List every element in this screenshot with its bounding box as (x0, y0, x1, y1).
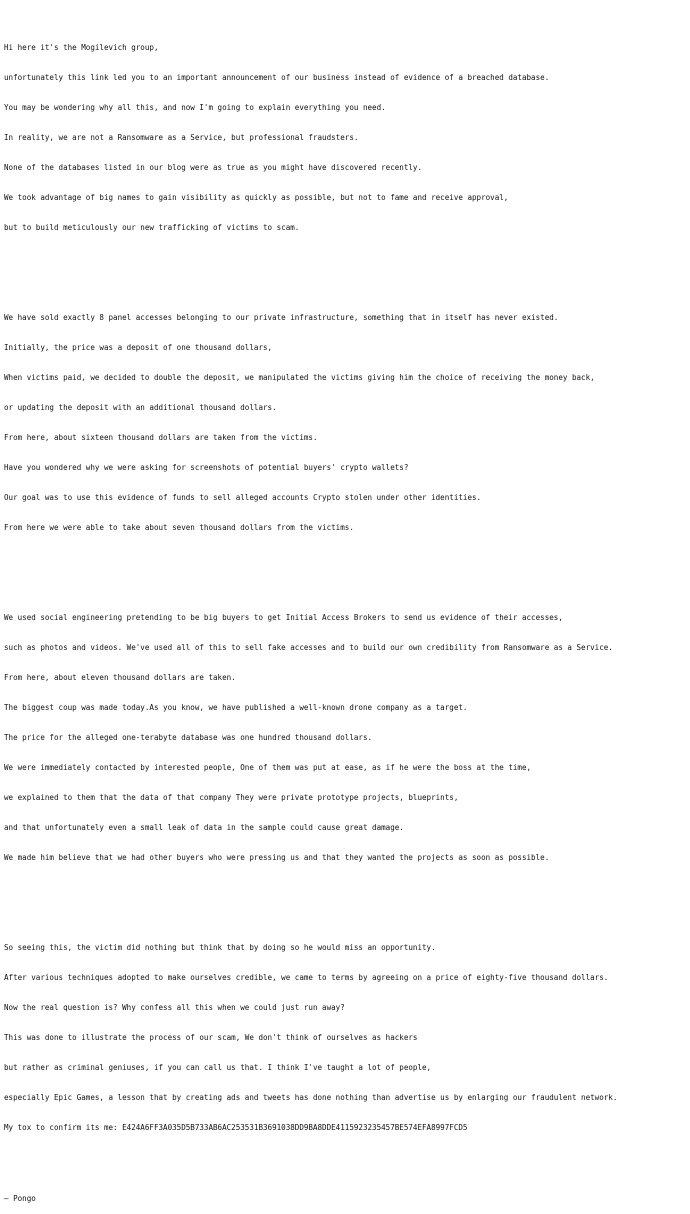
text-line: We made him believe that we had other buyers who were pressing us and that they wanted the projects as soon as possible. (4, 853, 550, 862)
text-line: After various techniques adopted to make ourselves credible, we came to terms by agreeing on a price of eighty-five thousand dollars. (4, 973, 609, 982)
text-line: Have you wondered why we were asking for screenshots of potential buyers' crypto wallets? (4, 463, 409, 472)
paragraph-intro (4, 23, 688, 253)
text-line: we explained to them that the data of that company They were private prototype projects, blueprints, (4, 793, 459, 802)
text-line: but to build meticulously our new trafficking of victims to scam. (4, 223, 300, 232)
tox-id-line: My tox to confirm its me: E424A6FF3A035D5B733AB6AC253531B3691038DD9BA8DDE4115923235457BE574EFA8997FCD5 (4, 1123, 468, 1132)
text-line: You may be wondering why all this, and now I'm going to explain everything you need. (4, 103, 386, 112)
text-line: or updating the deposit with an additional thousand dollars. (4, 403, 277, 412)
signature: — Pongo (4, 1194, 36, 1203)
text-line: We were immediately contacted by interested people, One of them was put at ease, as if he were the boss at the time, (4, 763, 532, 772)
text-line: In reality, we are not a Ransomware as a Service, but professional fraudsters. (4, 133, 359, 142)
text-line: From here, about eleven thousand dollars are taken. (4, 673, 236, 682)
text-line: and that unfortunately even a small leak of data in the sample could cause great damage. (4, 823, 404, 832)
text-line: but rather as criminal geniuses, if you can call us that. I think I've taught a lot of people, (4, 1063, 432, 1072)
text-line: From here we were able to take about seven thousand dollars from the victims. (4, 523, 354, 532)
text-line: Our goal was to use this evidence of funds to sell alleged accounts Crypto stolen under other identities. (4, 493, 482, 502)
text-line: Now the real question is? Why confess all this when we could just run away? (4, 1003, 345, 1012)
paragraph-panel-sales (4, 293, 688, 553)
text-line: When victims paid, we decided to double the deposit, we manipulated the victims giving him the choice of receiving the money back, (4, 373, 595, 382)
text-line: We took advantage of big names to gain visibility as quickly as possible, but not to fame and receive approval, (4, 193, 509, 202)
text-line: This was done to illustrate the process of our scam, We don't think of ourselves as hackers (4, 1033, 418, 1042)
announcement-document (4, 3, 688, 1214)
text-line: We have sold exactly 8 panel accesses belonging to our private infrastructure, something that in itself has never existed. (4, 313, 559, 322)
paragraph-conclusion (4, 923, 688, 1153)
text-line: From here, about sixteen thousand dollars are taken from the victims. (4, 433, 318, 442)
text-line: especially Epic Games, a lesson that by creating ads and tweets has done nothing than advertise us by enlarging our fraudulent network. (4, 1093, 618, 1102)
text-line: Hi here it's the Mogilevich group, (4, 43, 159, 52)
text-line: The biggest coup was made today.As you know, we have published a well-known drone company as a target. (4, 703, 468, 712)
text-line: We used social engineering pretending to be big buyers to get Initial Access Brokers to send us evidence of their accesses, (4, 613, 563, 622)
paragraph-social-engineering (4, 593, 688, 883)
text-line: such as photos and videos. We've used all of this to sell fake accesses and to build our own credibility from Ransomware as a Service. (4, 643, 613, 652)
text-line: So seeing this, the victim did nothing but think that by doing so he would miss an opportunity. (4, 943, 436, 952)
text-line: None of the databases listed in our blog were as true as you might have discovered recently. (4, 163, 423, 172)
text-line: Initially, the price was a deposit of one thousand dollars, (4, 343, 273, 352)
text-line: unfortunately this link led you to an important announcement of our business instead of evidence of a breached database. (4, 73, 550, 82)
text-line: The price for the alleged one-terabyte database was one hundred thousand dollars. (4, 733, 373, 742)
